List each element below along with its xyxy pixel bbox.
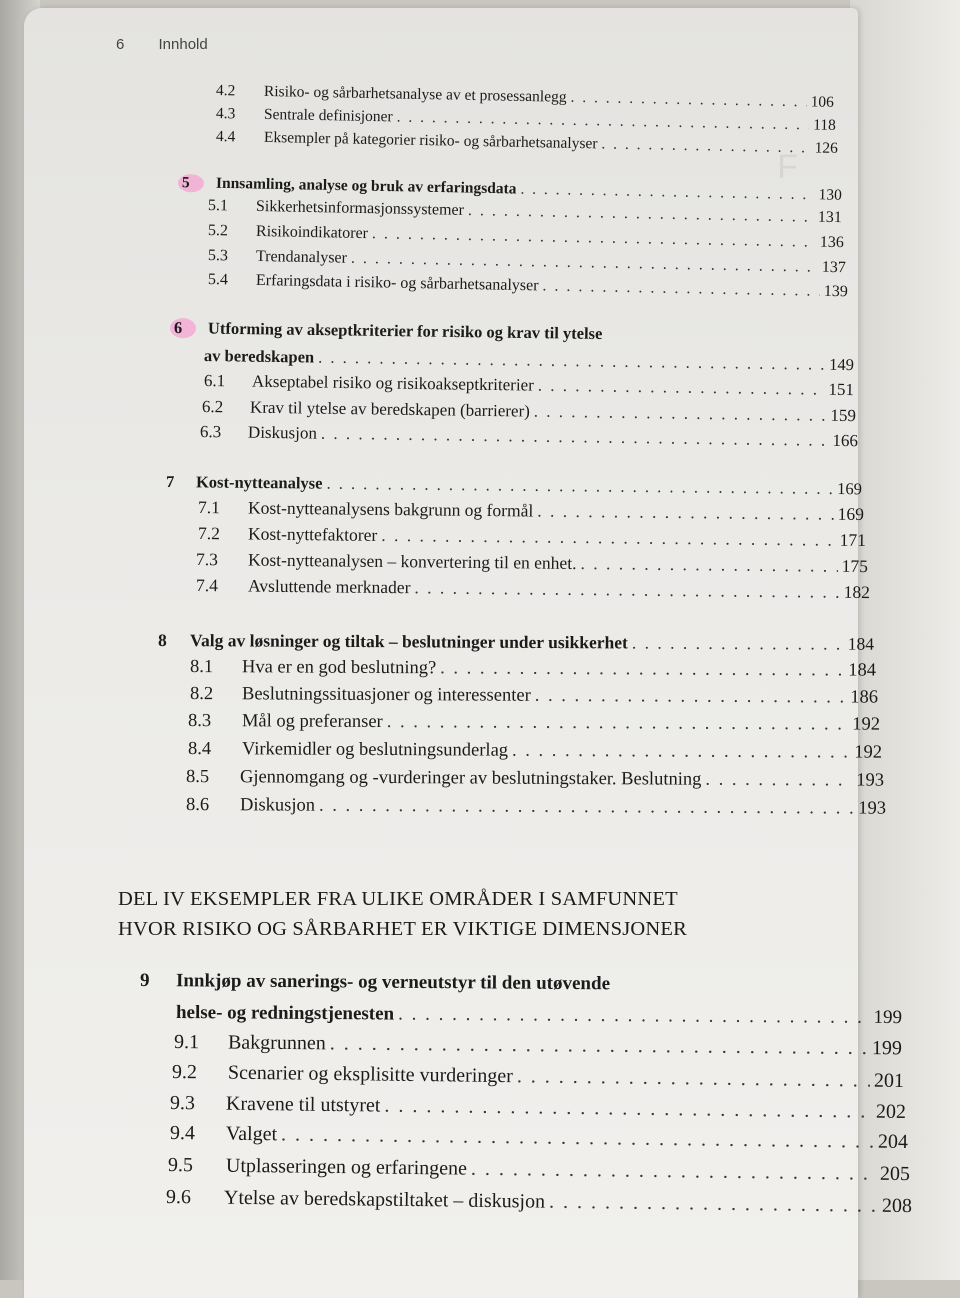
- entry-title: Kost-nytteanalysens bakgrunn og formål: [247, 497, 534, 521]
- leader-dots: [632, 632, 844, 654]
- part-heading: [118, 884, 687, 944]
- entry-title: Trendanalyser: [255, 247, 348, 267]
- leader-dots: [330, 1032, 868, 1060]
- chapter-number: 9: [139, 970, 150, 992]
- entry-title: Virkemidler og beslutningsunderlag: [241, 739, 509, 761]
- entry-number: 6.3: [199, 422, 222, 442]
- leader-dots: [520, 181, 814, 205]
- chapter-heading-cont: [176, 1002, 902, 1029]
- entry-page: 137: [821, 258, 847, 277]
- toc-entry: [196, 575, 870, 603]
- leader-dots: [384, 1095, 872, 1124]
- entry-page: 166: [832, 430, 859, 451]
- entry-number: 4.3: [215, 105, 236, 123]
- entry-page: 184: [848, 660, 877, 681]
- entry-number: 8.1: [189, 657, 214, 678]
- entry-page: 169: [837, 503, 865, 524]
- entry-number: 7.2: [197, 523, 220, 544]
- entry-page: 182: [843, 581, 871, 603]
- entry-title: Kost-nyttefaktorer: [247, 523, 378, 545]
- entry-title: Kravene til utstyret: [225, 1092, 381, 1117]
- leader-dots: [601, 135, 810, 157]
- entry-page: 199: [871, 1037, 903, 1060]
- entry-page: 202: [875, 1100, 907, 1123]
- entry-page: 159: [830, 405, 857, 426]
- toc-entry: [190, 657, 876, 682]
- entry-title: Bakgrunnen: [227, 1031, 326, 1055]
- toc-entry: [174, 1031, 902, 1060]
- entry-page: 136: [819, 233, 845, 252]
- entry-number: 8.6: [185, 795, 210, 816]
- entry-title: Eksempler på kategorier risiko- og sårbarhetsanalyser: [263, 128, 598, 153]
- toc-entry: [188, 739, 882, 764]
- entry-title: Scenarier og eksplisitte vurderinger: [227, 1061, 514, 1088]
- chapter-page: 149: [829, 354, 855, 375]
- entry-number: 8.5: [185, 767, 210, 788]
- toc-entry: [208, 222, 844, 252]
- leader-dots: [537, 501, 834, 525]
- toc-entry: [196, 549, 868, 577]
- chapter-heading: [158, 630, 874, 655]
- leader-dots: [580, 553, 837, 577]
- entry-page: 175: [841, 555, 869, 577]
- entry-title: Erfaringsdata i risiko- og sårbarhetsanalyser: [255, 271, 539, 295]
- entry-number: 9.1: [173, 1031, 200, 1054]
- chapter-title: Valg av løsninger og tiltak – beslutninger under usikkerhet: [189, 630, 628, 653]
- chapter-heading: [140, 970, 760, 996]
- leader-dots: [319, 796, 854, 820]
- entry-number: 8.4: [187, 739, 212, 760]
- chapter-title: Innsamling, analyse og bruk av erfaringsdata: [215, 174, 517, 198]
- entry-title: Mål og preferanser: [241, 711, 383, 733]
- chapter-page: 199: [873, 1006, 903, 1029]
- entry-title: Valget: [225, 1122, 278, 1146]
- entry-title: Krav til ytelse av beredskapen (barrierer): [249, 397, 530, 421]
- entry-page: 208: [881, 1194, 913, 1218]
- entry-page: 171: [839, 529, 867, 550]
- leader-dots: [440, 658, 844, 681]
- leader-dots: [549, 1191, 878, 1218]
- toc-entry: [190, 684, 878, 709]
- entry-number: 4.2: [215, 82, 236, 100]
- chapter-heading-cont: [204, 346, 854, 375]
- leader-dots: [517, 1065, 870, 1092]
- leader-dots: [570, 89, 806, 112]
- entry-page: 118: [813, 116, 837, 134]
- entry-title: Utplasseringen og erfaringene: [225, 1154, 468, 1180]
- leader-dots: [396, 108, 809, 134]
- leader-dots: [398, 1004, 870, 1029]
- chapter-heading: [170, 318, 770, 346]
- leader-dots: [535, 686, 847, 709]
- leader-dots: [705, 770, 852, 792]
- entry-number: 5.4: [207, 271, 229, 289]
- entry-title: Akseptabel risiko og risikoakseptkriterier: [251, 371, 534, 395]
- toc-entry: [204, 371, 854, 400]
- entry-title: Risikoindikatorer: [255, 222, 369, 243]
- entry-title: Diskusjon: [239, 795, 316, 816]
- leader-dots: [538, 376, 825, 400]
- toc-entry: [170, 1122, 908, 1154]
- toc-entry: [200, 422, 858, 451]
- entry-number: 9.2: [171, 1061, 198, 1084]
- entry-number: 9.4: [169, 1122, 196, 1145]
- entry-number: 7.4: [195, 575, 218, 596]
- entry-page: 131: [817, 208, 843, 227]
- toc-entry: [166, 1186, 912, 1218]
- entry-page: 186: [850, 687, 879, 708]
- entry-page: 192: [854, 742, 883, 763]
- entry-number: 5.2: [207, 222, 229, 240]
- chapter-number: 8: [157, 630, 167, 651]
- entry-page: 126: [814, 139, 839, 157]
- toc-entry: [172, 1061, 904, 1093]
- leader-dots: [542, 277, 820, 300]
- entry-title: Sikkerhetsinformasjonssystemer: [255, 197, 465, 219]
- entry-number: 7.1: [197, 497, 220, 518]
- leader-dots: [534, 402, 827, 426]
- entry-number: 4.4: [215, 128, 236, 146]
- toc-entry: [198, 497, 864, 525]
- toc-entry: [186, 795, 886, 820]
- entry-number: 9.6: [165, 1186, 192, 1209]
- running-head: Innhold: [158, 36, 208, 53]
- entry-title: Kost-nytteanalysen – konvertering til en enhet.: [247, 549, 577, 573]
- leader-dots: [372, 225, 816, 252]
- entry-number: 6.1: [203, 371, 226, 391]
- toc-entry: [170, 1092, 906, 1124]
- entry-number: 5.1: [207, 197, 229, 215]
- entry-title: Beslutningssituasjoner og interessenter: [241, 684, 531, 706]
- leader-dots: [281, 1123, 874, 1153]
- entry-title: Gjennomgang og -vurderinger av beslutningstaker. Beslutning: [239, 767, 702, 790]
- entry-page: 151: [828, 379, 855, 400]
- entry-title: Ytelse av beredskapstiltaket – diskusjon: [223, 1186, 546, 1213]
- chapter-number: 6: [170, 318, 196, 338]
- chapter-number: 7: [165, 472, 175, 492]
- leader-dots: [351, 250, 818, 277]
- page-number: 6: [116, 36, 125, 53]
- chapter-title-line2: helse- og redningstjenesten: [175, 1002, 395, 1025]
- entry-page: 204: [877, 1130, 909, 1154]
- leader-dots: [321, 424, 829, 451]
- entry-title: Sentrale definisjoner: [263, 105, 393, 126]
- chapter-title-line2: av beredskapen: [203, 346, 315, 367]
- leader-dots: [471, 1158, 876, 1186]
- entry-number: 8.2: [189, 684, 214, 705]
- toc-entry: [208, 271, 848, 301]
- chapter-page: 130: [818, 186, 843, 204]
- leader-dots: [318, 348, 825, 375]
- leader-dots: [387, 712, 849, 735]
- entry-title: Diskusjon: [247, 422, 318, 443]
- entry-title: Avsluttende merknader: [247, 575, 411, 598]
- entry-page: 201: [873, 1069, 905, 1092]
- entry-title: Risiko- og sårbarhetsanalyse av et prosessanlegg: [263, 82, 567, 106]
- toc-entry: [198, 523, 866, 551]
- leader-dots: [414, 577, 839, 602]
- entry-number: 9.3: [169, 1092, 196, 1115]
- chapter-number: 5: [178, 174, 204, 192]
- entry-page: 139: [823, 282, 849, 301]
- entry-number: 7.3: [195, 549, 218, 570]
- chapter-title: Kost-nytteanalyse: [195, 472, 323, 493]
- part-heading-line1: DEL IV EKSEMPLER FRA ULIKE OMRÅDER I SAMFUNNET: [118, 888, 678, 910]
- leader-dots: [326, 474, 833, 499]
- entry-page: 106: [810, 93, 835, 111]
- leader-dots: [468, 202, 814, 227]
- entry-page: 205: [879, 1162, 911, 1186]
- toc-entry: [188, 711, 880, 736]
- entry-title: Hva er en god beslutning?: [241, 657, 437, 679]
- entry-number: 8.3: [187, 711, 212, 732]
- toc-entry: [168, 1154, 910, 1186]
- leader-dots: [512, 741, 850, 764]
- part-heading-line2: HVOR RISIKO OG SÅRBARHET ER VIKTIGE DIMENSJONER: [118, 918, 687, 940]
- entry-number: 6.2: [201, 397, 224, 417]
- entry-page: 193: [856, 770, 885, 791]
- entry-page: 192: [852, 714, 881, 735]
- chapter-title: Innkjøp av sanerings- og verneutstyr til den utøvende: [175, 970, 611, 995]
- chapter-page: 169: [837, 479, 863, 499]
- toc-entry: [202, 397, 856, 426]
- chapter-title: Utforming av akseptkriterier for risiko og krav til ytelse: [207, 318, 603, 344]
- entry-number: 5.3: [207, 247, 229, 265]
- entry-page: 193: [858, 798, 887, 819]
- toc-entry: [186, 767, 884, 792]
- show-through-text: F: [777, 148, 798, 186]
- leader-dots: [381, 525, 836, 551]
- chapter-page: 184: [847, 633, 875, 654]
- entry-number: 9.5: [167, 1154, 194, 1177]
- chapter-heading: [166, 472, 862, 499]
